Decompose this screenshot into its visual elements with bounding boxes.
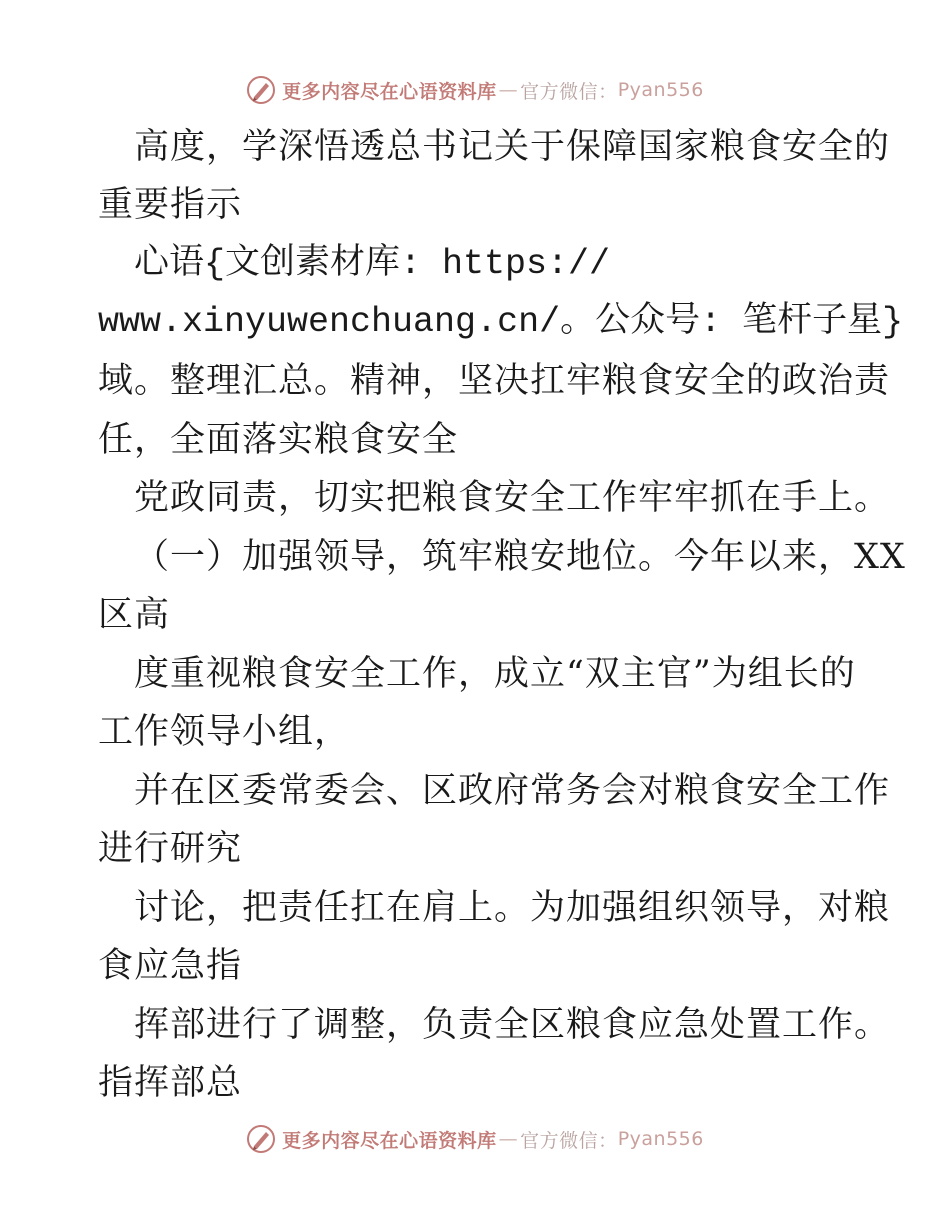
- watermark-main-text: 更多内容尽在心语资料库: [282, 80, 497, 103]
- text-line: 工作领导小组，: [98, 712, 351, 752]
- text-line: 讨论，把责任扛在肩上。为加强组织领导，对粮: [134, 888, 891, 928]
- text-line: 食应急指: [98, 946, 243, 986]
- watermark-wechat-label: 官方微信：: [520, 80, 618, 103]
- footer-watermark: [0, 1119, 950, 1159]
- text-line: 指挥部总: [98, 1063, 243, 1103]
- text-line: 并在区委常委会、区政府常务会对粮食安全工作: [134, 771, 891, 811]
- text-line: 区高: [98, 595, 171, 635]
- text-line: 进行研究: [98, 829, 243, 869]
- text-line: 党政同责，切实把粮食安全工作牢牢抓在手上。: [134, 478, 891, 518]
- text-line: 挥部进行了调整，负责全区粮食应急处置工作。: [134, 1005, 891, 1045]
- watermark-dash: —: [498, 79, 519, 101]
- text-line: 域。整理汇总。精神，坚决扛牢粮食安全的政治责: [98, 361, 891, 401]
- watermark-wechat-id: Pyan556: [617, 1128, 704, 1150]
- text-line: 高度，学深悟透总书记关于保障国家粮食安全的: [134, 127, 891, 167]
- text-line: 任，全面落实粮食安全: [98, 420, 459, 460]
- watermark-main-text: 更多内容尽在心语资料库: [282, 1129, 497, 1152]
- text-line: 重要指示: [98, 185, 243, 225]
- header-watermark: [0, 70, 950, 110]
- watermark-dash: —: [498, 1128, 519, 1150]
- text-line: （一）加强领导，筑牢粮安地位。今年以来，XX: [134, 537, 906, 577]
- text-line: 心语{文创素材库: https://: [134, 244, 611, 284]
- pen-logo-icon: [246, 75, 276, 105]
- watermark-wechat-id: Pyan556: [617, 79, 704, 101]
- text-line: 度重视粮食安全工作，成立“双主官”为组长的: [134, 654, 856, 694]
- pen-logo-icon: [246, 1124, 276, 1154]
- watermark-wechat-label: 官方微信：: [520, 1129, 618, 1152]
- text-line: www.xinyuwenchuang.cn/。公众号: 笔杆子星}: [98, 302, 904, 342]
